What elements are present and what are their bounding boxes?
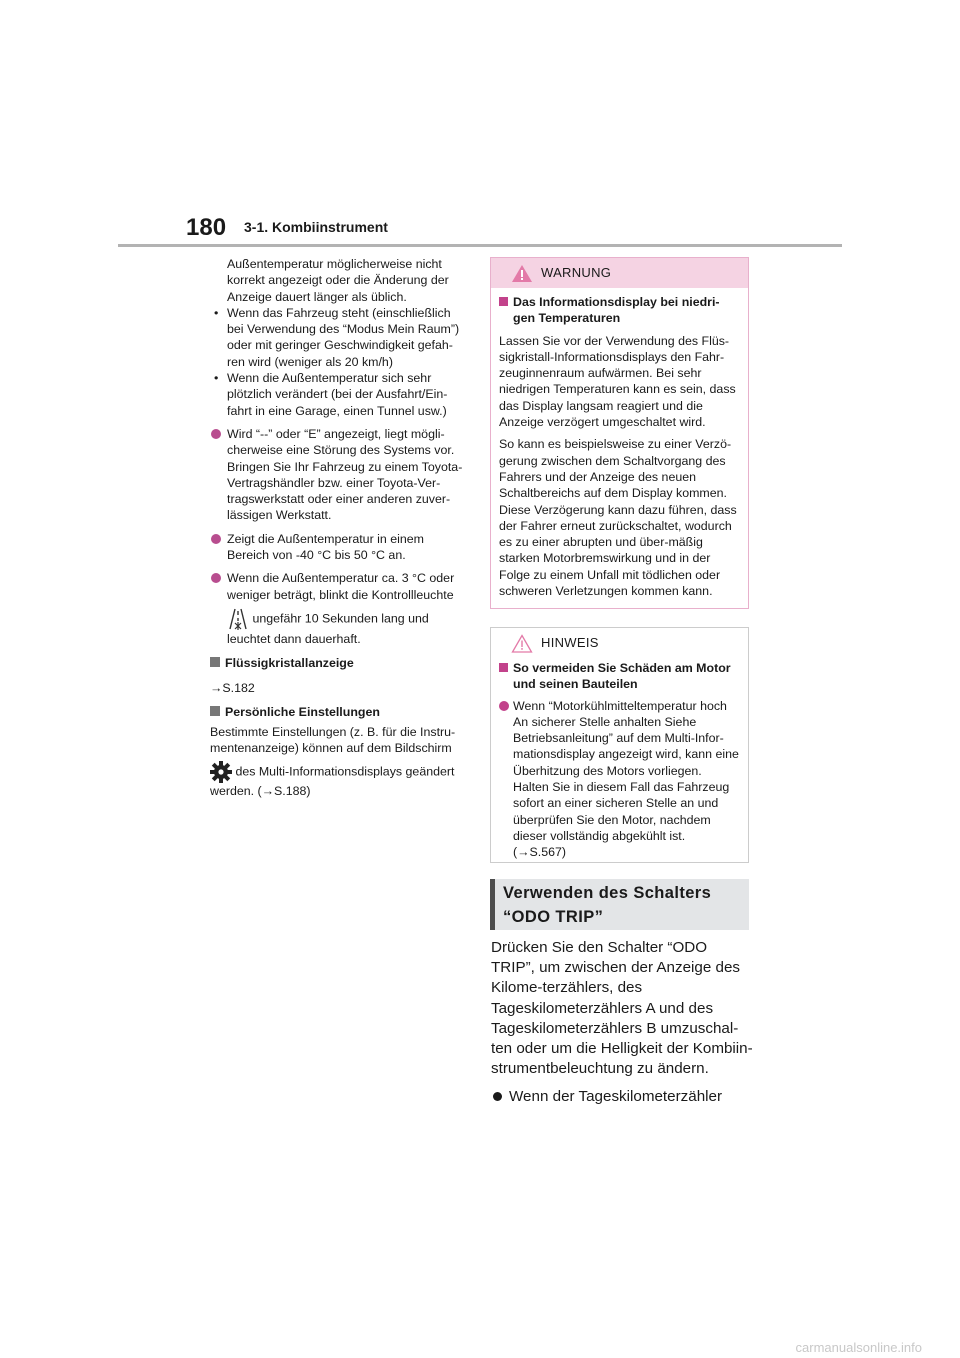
warning-title: WARNUNG [541,265,612,280]
list-item: Wird “--” oder “E” angezeigt, liegt mögli-cherweise eine Störung des Systems vor. Bringen Sie Ihr Fahrzeug zu einem Toyota-Vertragshändler bzw. einer Toyota-Ver-tragswerkstatt oder einer anderen zuver-lässigen Werkstatt. [210,426,466,524]
header-rule [118,244,842,247]
notice-heading: So vermeiden Sie Schäden am Motor und seinen Bauteilen [499,660,740,693]
sub-item: • Wenn die Außentemperatur sich sehr plötzlich verändert (bei der Ausfahrt/Ein-fahrt in eine Garage, einen Tunnel usw.) [214,371,448,418]
section-heading-box [490,879,749,930]
warning-heading: Das Informationsdisplay bei niedri-gen Temperaturen [499,294,740,327]
body-text: des Multi-Informationsdisplays geändert werden. (→S.188) [210,761,466,799]
warning-text: Lassen Sie vor der Verwendung des Flüs-sigkristall-Informationsdisplays den Fahr-zeuginnenraum aufwärmen. Bei sehr niedrigen Temperaturen kann es sein, dass das Display langsam reagiert und die Anzeige verzögert umgeschaltet wird. [499,333,736,430]
continued-text: Außentemperatur möglicherweise nicht korrekt angezeigt oder die Änderung der Anzeige dauert länger als üblich. [227,257,449,304]
gear-icon [210,761,232,783]
body-text: Bestimmte Einstellungen (z. B. für die Instru-mentenanzeige) können auf dem Bildschirm [210,725,456,756]
right-text [491,938,753,1108]
warning-box [490,257,749,609]
left-column [210,256,466,799]
subheading-lcd: Flüssigkristallanzeige [210,655,466,671]
warning-triangle-icon [511,264,533,283]
list-item: Wenn die Außentemperatur ca. 3 °C oder weniger beträgt, blinkt die Kontrollleuchte [210,570,466,603]
notice-title: HINWEIS [541,635,599,650]
notice-box [490,627,749,863]
warning-text: So kann es beispielsweise zu einer Verzö-gerung zwischen dem Schaltvorgang des Fahrers und der Anzeige des neuen Schaltbereichs auf dem Display kommen. Diese Verzögerung kann dazu führen, dass der Fahrer erneut zurückschaltet, wodurch es zu einer abrupten und über-mäßig starken Motorbremswirkung und in der Folge zu einem Unfall mit tödlichen oder schweren Verletzungen kommen kann. [499,437,737,599]
section-title: 3-1. Kombiinstrument [244,219,388,235]
sub-item: • Wenn das Fahrzeug steht (einschließlich bei Verwendung des “Modus Mein Raum”) oder mit geringer Geschwindigkeit gefah-ren wird (weniger als 20 km/h) [214,305,460,369]
page-number: 180 [186,214,227,241]
page-reference[interactable]: →S.182 [210,680,255,695]
section-heading: Verwenden des Schalters “ODO TRIP” [503,884,712,926]
notice-item: Wenn “Motorkühlmitteltemperatur hoch An sicherer Stelle anhalten Siehe Betriebsanleitung” auf dem Multi-Infor-mationsdisplay angezeigt wird, kann eine Überhitzung des Motors vorliegen. Halten Sie in diesem Fall das Fahrzeug sofort an einer sicheren Stelle an und überprüfen Sie den Motor, nachdem dieser vollständig abgekühlt ist. (→S.567) [499,698,740,861]
list-item: Wenn der Tageskilometerzähler [491,1087,753,1107]
subheading-personal-settings: Persönliche Einstellungen [210,704,466,720]
watermark: carmanualsonline.info [795,1340,922,1355]
list-item: Zeigt die Außentemperatur in einem Bereich von -40 °C bis 50 °C an. [210,531,466,564]
notice-header [491,628,748,658]
caution-triangle-icon [511,634,533,653]
body-text: Drücken Sie den Schalter “ODO TRIP”, um zwischen der Anzeige des Kilome-terzählers, des Tageskilometerzählers A und des Tageskilometerzählers B umzuschal-ten oder um die Helligkeit der Kombiin-strumentbeleuchtung zu ändern. [491,939,753,1078]
list-item-continued: ungefähr 10 Sekunden lang und leuchtet dann dauerhaft. [210,607,466,647]
warning-header [491,258,748,288]
road-ice-warning-icon [227,607,249,631]
